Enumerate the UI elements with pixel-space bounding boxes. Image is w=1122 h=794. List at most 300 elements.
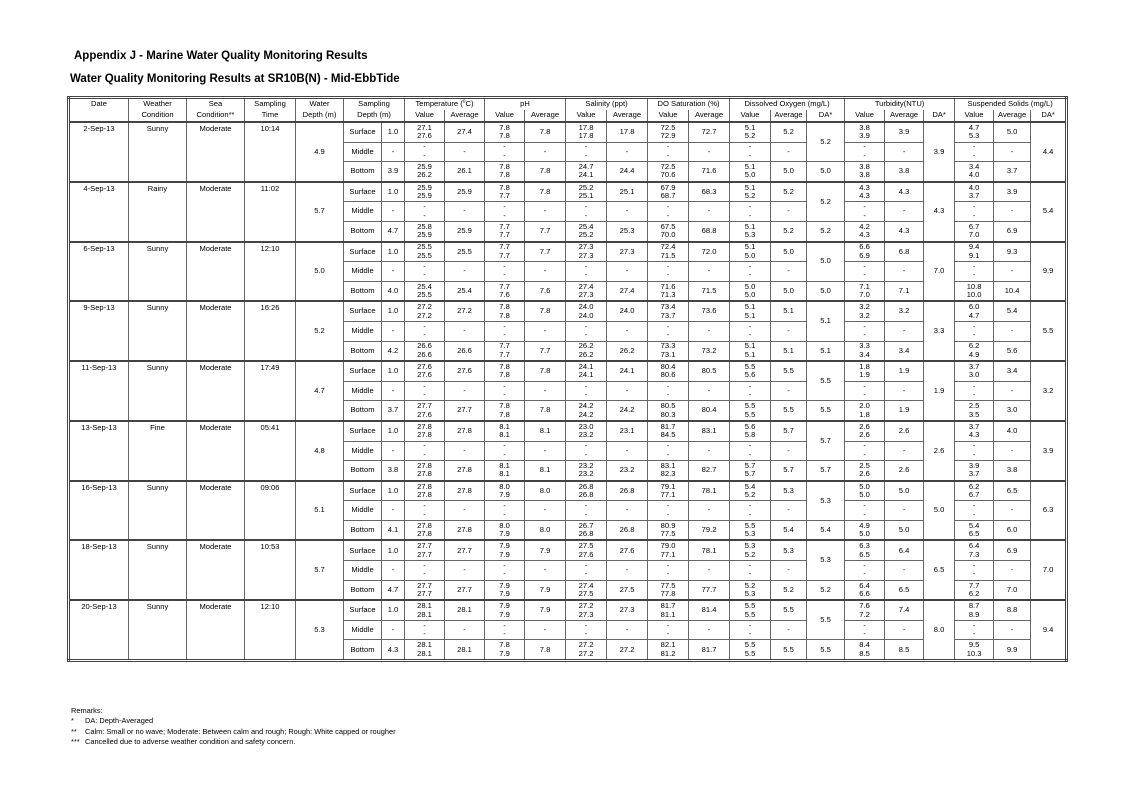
header-turbidity: Turbidity(NTU) — [845, 98, 955, 111]
temperature-average-cell: 26.1 — [445, 162, 485, 182]
header-sea: Sea — [187, 98, 245, 111]
temperature-value-cell-reading-1: 27.8 — [417, 460, 432, 470]
turbidity-average-cell: 5.0 — [885, 520, 924, 540]
temperature-average-cell: 28.1 — [445, 600, 485, 620]
date-cell: 2-Sep-13 — [69, 122, 129, 182]
turbidity-value-cell-reading-1: 4.9 — [859, 520, 870, 530]
ph-value-cell-reading-1: 7.9 — [499, 580, 510, 590]
dissolved-oxygen-average-cell: 5.2 — [771, 182, 807, 202]
salinity-average-cell: 23.1 — [607, 421, 648, 441]
subheader-value: Value — [405, 110, 445, 122]
ph-value-cell-reading-1: - — [503, 620, 506, 630]
ph-value-cell-reading-1: 7.9 — [499, 541, 510, 551]
dissolved-oxygen-value-cell-reading-2: 5.6 — [744, 370, 756, 380]
dissolved-oxygen-value-cell-reading-2: 5.5 — [744, 648, 756, 658]
temperature-value-cell — [405, 221, 445, 241]
sampling-depth-cell: - — [382, 441, 405, 461]
temperature-value-cell-reading-2: - — [423, 509, 426, 519]
turbidity-average-cell: 1.9 — [885, 401, 924, 421]
turbidity-value-cell — [845, 341, 885, 361]
date-cell: 16-Sep-13 — [69, 481, 129, 541]
turbidity-value-cell-reading-2: 1.8 — [859, 409, 870, 419]
temperature-average-cell: 27.7 — [445, 401, 485, 421]
temperature-value-cell-reading-2: 28.1 — [417, 648, 432, 658]
suspended-solids-value-cell — [955, 122, 994, 142]
temperature-value-cell-reading-2: 25.5 — [417, 250, 432, 260]
weather-cell: Sunny — [129, 301, 187, 361]
turbidity-value-cell — [845, 600, 885, 620]
do-saturation-value-cell-reading-2: 73.1 — [660, 349, 676, 359]
turbidity-value-cell — [845, 281, 885, 301]
salinity-value-cell-reading-1: - — [584, 381, 588, 391]
dissolved-oxygen-average-cell: 5.7 — [771, 461, 807, 481]
suspended-solids-value-cell — [955, 520, 994, 540]
sampling-time-cell: 05:41 — [245, 421, 296, 481]
temperature-value-cell-reading-1: 27.8 — [417, 481, 432, 491]
dissolved-oxygen-value-cell — [730, 142, 771, 162]
turbidity-average-cell: - — [885, 501, 924, 521]
suspended-solids-value-cell — [955, 580, 994, 600]
temperature-value-cell-reading-1: - — [423, 321, 426, 331]
turbidity-value-cell — [845, 381, 885, 401]
salinity-average-cell: 27.4 — [607, 281, 648, 301]
do-saturation-value-cell-reading-2: - — [666, 509, 670, 519]
do-saturation-average-cell: 78.1 — [689, 540, 730, 560]
dissolved-oxygen-da-cell: 5.1 — [807, 301, 845, 341]
turbidity-value-cell — [845, 202, 885, 222]
suspended-solids-average-cell: 3.8 — [994, 461, 1031, 481]
subheader-value: Value — [845, 110, 885, 122]
do-saturation-average-cell: 71.6 — [689, 162, 730, 182]
header-sea-sub: Condition** — [187, 110, 245, 122]
suspended-solids-value-cell-reading-2: 6.5 — [968, 529, 980, 539]
do-saturation-value-cell — [648, 142, 689, 162]
sampling-depth-cell: 4.0 — [382, 281, 405, 301]
ph-average-cell: 7.9 — [525, 540, 566, 560]
temperature-value-cell — [405, 520, 445, 540]
salinity-value-cell-reading-2: - — [584, 569, 588, 579]
do-saturation-average-cell: - — [689, 441, 730, 461]
do-saturation-average-cell: 71.5 — [689, 281, 730, 301]
ph-value-cell — [485, 620, 525, 640]
ph-average-cell: - — [525, 321, 566, 341]
turbidity-average-cell: 3.4 — [885, 341, 924, 361]
level-name-cell: Surface — [344, 122, 382, 142]
temperature-value-cell — [405, 361, 445, 381]
suspended-solids-da-cell: 5.5 — [1031, 301, 1067, 361]
dissolved-oxygen-average-cell: - — [771, 202, 807, 222]
dissolved-oxygen-value-cell-reading-1: - — [748, 142, 752, 152]
suspended-solids-value-cell-reading-2: 7.0 — [968, 230, 980, 240]
suspended-solids-value-cell-reading-1: 4.7 — [968, 122, 980, 132]
sampling-depth-cell: 4.7 — [382, 221, 405, 241]
dissolved-oxygen-value-cell-reading-1: 5.1 — [744, 182, 756, 192]
subheader-average: Average — [885, 110, 924, 122]
temperature-value-cell — [405, 381, 445, 401]
dissolved-oxygen-average-cell: 5.5 — [771, 600, 807, 620]
salinity-value-cell-reading-2: 23.2 — [578, 469, 594, 479]
turbidity-average-cell: 2.6 — [885, 461, 924, 481]
turbidity-da-cell: 4.3 — [924, 182, 955, 242]
temperature-value-cell — [405, 182, 445, 202]
do-saturation-value-cell-reading-2: - — [666, 390, 670, 400]
turbidity-value-cell-reading-2: 3.9 — [859, 131, 870, 141]
turbidity-value-cell-reading-1: - — [863, 262, 866, 272]
suspended-solids-value-cell — [955, 381, 994, 401]
ph-value-cell-reading-1: - — [503, 262, 506, 272]
turbidity-average-cell: 7.4 — [885, 600, 924, 620]
dissolved-oxygen-da-cell: 5.5 — [807, 361, 845, 401]
temperature-value-cell-reading-1: 27.8 — [417, 520, 432, 530]
salinity-average-cell: - — [607, 381, 648, 401]
dissolved-oxygen-value-cell-reading-2: 5.2 — [744, 191, 756, 201]
date-cell: 4-Sep-13 — [69, 182, 129, 242]
ph-value-cell-reading-2: 8.1 — [499, 430, 510, 440]
level-name-cell: Middle — [344, 381, 382, 401]
suspended-solids-da-cell: 6.3 — [1031, 481, 1067, 541]
salinity-value-cell-reading-1: - — [584, 560, 588, 570]
sampling-time-cell: 10:53 — [245, 540, 296, 600]
subheader-da: DA* — [1031, 110, 1067, 122]
temperature-value-cell-reading-2: 27.7 — [417, 588, 432, 598]
salinity-value-cell-reading-2: 27.2 — [578, 648, 594, 658]
turbidity-value-cell-reading-1: - — [863, 560, 866, 570]
suspended-solids-average-cell: - — [994, 321, 1031, 341]
suspended-solids-value-cell-reading-1: - — [972, 441, 976, 451]
dissolved-oxygen-value-cell-reading-1: - — [748, 262, 752, 272]
salinity-value-cell-reading-2: 27.5 — [578, 588, 594, 598]
temperature-value-cell-reading-2: 27.6 — [417, 409, 432, 419]
ph-value-cell — [485, 262, 525, 282]
ph-value-cell-reading-2: 7.7 — [499, 349, 510, 359]
ph-value-cell — [485, 540, 525, 560]
weather-cell: Rainy — [129, 182, 187, 242]
sampling-depth-cell: - — [382, 501, 405, 521]
ph-average-cell: 7.7 — [525, 341, 566, 361]
turbidity-value-cell-reading-1: 6.4 — [859, 580, 870, 590]
suspended-solids-value-cell-reading-2: 6.2 — [968, 588, 980, 598]
dissolved-oxygen-value-cell-reading-1: 5.0 — [744, 281, 756, 291]
salinity-average-cell: 27.3 — [607, 242, 648, 262]
level-name-cell: Bottom — [344, 640, 382, 661]
header-sampling-time: Sampling — [245, 98, 296, 111]
temperature-value-cell — [405, 202, 445, 222]
level-name-cell: Middle — [344, 262, 382, 282]
sea-condition-cell: Moderate — [187, 122, 245, 182]
salinity-value-cell-reading-1: 25.4 — [578, 221, 594, 231]
ph-average-cell: 8.0 — [525, 520, 566, 540]
turbidity-value-cell — [845, 620, 885, 640]
salinity-value-cell-reading-1: 24.0 — [578, 302, 594, 312]
dissolved-oxygen-value-cell-reading-1: - — [748, 202, 752, 212]
turbidity-average-cell: 6.8 — [885, 242, 924, 262]
do-saturation-value-cell — [648, 301, 689, 321]
temperature-average-cell: - — [445, 381, 485, 401]
dissolved-oxygen-value-cell-reading-1: 5.6 — [744, 421, 756, 431]
water-depth-cell: 5.2 — [296, 301, 344, 361]
do-saturation-average-cell: - — [689, 321, 730, 341]
salinity-value-cell-reading-1: 27.4 — [578, 281, 594, 291]
suspended-solids-value-cell — [955, 162, 994, 182]
temperature-value-cell-reading-2: 27.2 — [417, 310, 432, 320]
salinity-value-cell — [566, 561, 607, 581]
ph-value-cell — [485, 122, 525, 142]
do-saturation-value-cell — [648, 520, 689, 540]
salinity-value-cell-reading-1: 26.2 — [578, 341, 594, 351]
dissolved-oxygen-da-cell: 5.2 — [807, 122, 845, 162]
dissolved-oxygen-average-cell: 5.5 — [771, 640, 807, 661]
turbidity-value-cell — [845, 540, 885, 560]
dissolved-oxygen-da-bottom-cell: 5.4 — [807, 520, 845, 540]
temperature-average-cell: 27.6 — [445, 361, 485, 381]
suspended-solids-average-cell: 5.0 — [994, 122, 1031, 142]
do-saturation-value-cell-reading-1: - — [666, 560, 670, 570]
salinity-value-cell — [566, 301, 607, 321]
turbidity-value-cell — [845, 520, 885, 540]
ph-value-cell-reading-1: 7.8 — [499, 362, 510, 372]
weather-cell: Sunny — [129, 481, 187, 541]
ph-average-cell: 7.8 — [525, 162, 566, 182]
dissolved-oxygen-value-cell-reading-2: - — [748, 150, 752, 160]
ph-value-cell-reading-2: 7.7 — [499, 191, 510, 201]
turbidity-value-cell — [845, 262, 885, 282]
ph-value-cell-reading-2: - — [503, 509, 506, 519]
ph-value-cell-reading-2: 7.7 — [499, 230, 510, 240]
dissolved-oxygen-average-cell: 5.2 — [771, 580, 807, 600]
salinity-value-cell-reading-1: 24.2 — [578, 401, 594, 411]
dissolved-oxygen-da-bottom-cell: 5.1 — [807, 341, 845, 361]
ph-value-cell — [485, 182, 525, 202]
ph-average-cell: 7.6 — [525, 281, 566, 301]
level-name-cell: Middle — [344, 441, 382, 461]
ph-value-cell-reading-2: - — [503, 629, 506, 639]
sea-condition-cell: Moderate — [187, 301, 245, 361]
temperature-value-cell-reading-2: 25.9 — [417, 191, 432, 201]
turbidity-value-cell — [845, 182, 885, 202]
do-saturation-value-cell-reading-1: 72.4 — [660, 242, 676, 252]
turbidity-value-cell-reading-2: 2.6 — [859, 430, 870, 440]
suspended-solids-value-cell-reading-1: 9.5 — [968, 640, 980, 650]
salinity-value-cell-reading-1: 27.3 — [578, 242, 594, 252]
do-saturation-value-cell-reading-1: - — [666, 262, 670, 272]
level-name-cell: Bottom — [344, 281, 382, 301]
ph-value-cell — [485, 501, 525, 521]
date-cell: 20-Sep-13 — [69, 600, 129, 660]
do-saturation-average-cell: 83.1 — [689, 421, 730, 441]
ph-value-cell-reading-1: - — [503, 501, 506, 511]
salinity-value-cell-reading-1: - — [584, 202, 588, 212]
date-cell: 9-Sep-13 — [69, 301, 129, 361]
salinity-value-cell-reading-1: - — [584, 142, 588, 152]
suspended-solids-value-cell-reading-1: 3.7 — [968, 421, 980, 431]
ph-value-cell — [485, 321, 525, 341]
dissolved-oxygen-value-cell — [730, 381, 771, 401]
do-saturation-value-cell — [648, 501, 689, 521]
salinity-value-cell-reading-1: 23.0 — [578, 421, 594, 431]
do-saturation-value-cell-reading-2: - — [666, 270, 670, 280]
temperature-value-cell-reading-1: - — [423, 501, 426, 511]
turbidity-value-cell — [845, 561, 885, 581]
turbidity-value-cell-reading-2: 4.3 — [859, 230, 870, 240]
ph-average-cell: 7.9 — [525, 580, 566, 600]
salinity-average-cell: 27.6 — [607, 540, 648, 560]
do-saturation-value-cell-reading-2: 68.7 — [660, 191, 676, 201]
ph-value-cell — [485, 580, 525, 600]
sampling-time-cell: 12:10 — [245, 242, 296, 302]
salinity-value-cell — [566, 461, 607, 481]
suspended-solids-value-cell-reading-2: 9.1 — [968, 250, 980, 260]
temperature-value-cell-reading-2: 27.7 — [417, 549, 432, 559]
level-name-cell: Middle — [344, 142, 382, 162]
temperature-value-cell — [405, 640, 445, 661]
do-saturation-value-cell-reading-1: 72.5 — [660, 162, 676, 172]
do-saturation-value-cell-reading-1: 79.0 — [660, 541, 676, 551]
dissolved-oxygen-average-cell: - — [771, 321, 807, 341]
dissolved-oxygen-da-cell: 5.5 — [807, 600, 845, 640]
dissolved-oxygen-value-cell — [730, 221, 771, 241]
dissolved-oxygen-average-cell: - — [771, 620, 807, 640]
ph-value-cell — [485, 221, 525, 241]
suspended-solids-value-cell-reading-2: 3.5 — [968, 409, 980, 419]
suspended-solids-value-cell — [955, 142, 994, 162]
header-salinity: Salinity (ppt) — [566, 98, 648, 111]
temperature-value-cell-reading-2: 27.8 — [417, 529, 432, 539]
suspended-solids-da-cell: 9.9 — [1031, 242, 1067, 302]
do-saturation-value-cell-reading-2: 81.1 — [660, 609, 676, 619]
suspended-solids-value-cell-reading-1: 9.4 — [968, 242, 980, 252]
ph-value-cell-reading-2: - — [503, 270, 506, 280]
suspended-solids-value-cell-reading-2: - — [972, 449, 976, 459]
dissolved-oxygen-value-cell — [730, 262, 771, 282]
do-saturation-value-cell-reading-2: 82.3 — [660, 469, 676, 479]
turbidity-value-cell-reading-2: - — [863, 569, 866, 579]
turbidity-value-cell-reading-1: 3.3 — [859, 341, 870, 351]
salinity-average-cell: 24.0 — [607, 301, 648, 321]
do-saturation-value-cell-reading-1: 82.1 — [660, 640, 676, 650]
temperature-average-cell: 27.8 — [445, 461, 485, 481]
ph-value-cell-reading-1: 7.8 — [499, 122, 510, 132]
header-date-sub — [69, 110, 129, 122]
do-saturation-value-cell — [648, 381, 689, 401]
turbidity-value-cell-reading-1: 4.3 — [859, 182, 870, 192]
turbidity-value-cell — [845, 481, 885, 501]
level-name-cell: Surface — [344, 600, 382, 620]
level-name-cell: Surface — [344, 361, 382, 381]
salinity-average-cell: 27.2 — [607, 640, 648, 661]
dissolved-oxygen-value-cell — [730, 501, 771, 521]
ph-value-cell-reading-1: - — [503, 560, 506, 570]
water-depth-cell: 4.8 — [296, 421, 344, 481]
temperature-average-cell: 25.5 — [445, 242, 485, 262]
header-water-depth: Water — [296, 98, 344, 111]
salinity-value-cell-reading-2: 24.2 — [578, 409, 594, 419]
turbidity-value-cell-reading-2: - — [863, 509, 866, 519]
ph-value-cell-reading-1: - — [503, 142, 506, 152]
sampling-time-cell: 12:10 — [245, 600, 296, 660]
suspended-solids-value-cell-reading-1: - — [972, 501, 976, 511]
suspended-solids-value-cell-reading-2: 4.0 — [968, 170, 980, 180]
dissolved-oxygen-average-cell: 5.0 — [771, 281, 807, 301]
suspended-solids-value-cell — [955, 401, 994, 421]
do-saturation-value-cell-reading-1: 80.9 — [660, 520, 676, 530]
ph-value-cell-reading-1: 7.7 — [499, 341, 510, 351]
suspended-solids-value-cell-reading-1: 2.5 — [968, 401, 980, 411]
date-cell: 11-Sep-13 — [69, 361, 129, 421]
ph-value-cell — [485, 561, 525, 581]
water-quality-table — [67, 96, 1068, 662]
do-saturation-value-cell — [648, 341, 689, 361]
salinity-value-cell — [566, 361, 607, 381]
dissolved-oxygen-value-cell-reading-1: 5.2 — [744, 580, 756, 590]
dissolved-oxygen-da-cell: 5.2 — [807, 182, 845, 222]
dissolved-oxygen-value-cell-reading-2: 5.0 — [744, 290, 756, 300]
temperature-average-cell: - — [445, 262, 485, 282]
do-saturation-value-cell — [648, 580, 689, 600]
ph-average-cell: 7.8 — [525, 640, 566, 661]
turbidity-value-cell-reading-2: 7.0 — [859, 290, 870, 300]
suspended-solids-average-cell: 9.3 — [994, 242, 1031, 262]
dissolved-oxygen-value-cell-reading-2: - — [748, 509, 752, 519]
suspended-solids-average-cell: - — [994, 561, 1031, 581]
do-saturation-value-cell-reading-2: - — [666, 569, 670, 579]
ph-value-cell — [485, 281, 525, 301]
ph-value-cell-reading-2: - — [503, 330, 506, 340]
header-suspended-solids: Suspended Solids (mg/L) — [955, 98, 1067, 111]
dissolved-oxygen-value-cell — [730, 341, 771, 361]
temperature-average-cell: 26.6 — [445, 341, 485, 361]
turbidity-value-cell-reading-1: 3.8 — [859, 122, 870, 132]
do-saturation-value-cell — [648, 481, 689, 501]
level-name-cell: Middle — [344, 202, 382, 222]
temperature-average-cell: - — [445, 441, 485, 461]
water-depth-cell: 5.3 — [296, 600, 344, 660]
ph-average-cell: - — [525, 262, 566, 282]
appendix-title: Appendix J - Marine Water Quality Monitoring Results — [74, 50, 368, 62]
dissolved-oxygen-value-cell-reading-1: 5.1 — [744, 302, 756, 312]
sampling-depth-cell: 4.2 — [382, 341, 405, 361]
temperature-value-cell — [405, 242, 445, 262]
turbidity-value-cell-reading-2: - — [863, 449, 866, 459]
salinity-value-cell-reading-1: - — [584, 441, 588, 451]
level-name-cell: Bottom — [344, 520, 382, 540]
do-saturation-average-cell: 72.0 — [689, 242, 730, 262]
suspended-solids-value-cell — [955, 441, 994, 461]
dissolved-oxygen-value-cell — [730, 202, 771, 222]
ph-average-cell: - — [525, 620, 566, 640]
level-name-cell: Bottom — [344, 401, 382, 421]
suspended-solids-average-cell: - — [994, 441, 1031, 461]
ph-value-cell — [485, 301, 525, 321]
turbidity-value-cell — [845, 580, 885, 600]
salinity-value-cell-reading-2: - — [584, 330, 588, 340]
ph-average-cell: - — [525, 381, 566, 401]
ph-value-cell — [485, 421, 525, 441]
dissolved-oxygen-da-cell: 5.3 — [807, 481, 845, 521]
subheader-value: Value — [730, 110, 771, 122]
subheader-average: Average — [994, 110, 1031, 122]
suspended-solids-value-cell — [955, 600, 994, 620]
ph-value-cell-reading-2: - — [503, 390, 506, 400]
dissolved-oxygen-value-cell-reading-1: 5.5 — [744, 520, 756, 530]
do-saturation-value-cell-reading-1: 81.7 — [660, 421, 676, 431]
sampling-depth-cell: 1.0 — [382, 600, 405, 620]
subheader-value: Value — [485, 110, 525, 122]
ph-value-cell — [485, 401, 525, 421]
turbidity-value-cell-reading-1: 4.2 — [859, 221, 870, 231]
do-saturation-value-cell-reading-2: 77.1 — [660, 549, 676, 559]
suspended-solids-value-cell-reading-1: 3.4 — [968, 162, 980, 172]
turbidity-value-cell-reading-1: - — [863, 441, 866, 451]
